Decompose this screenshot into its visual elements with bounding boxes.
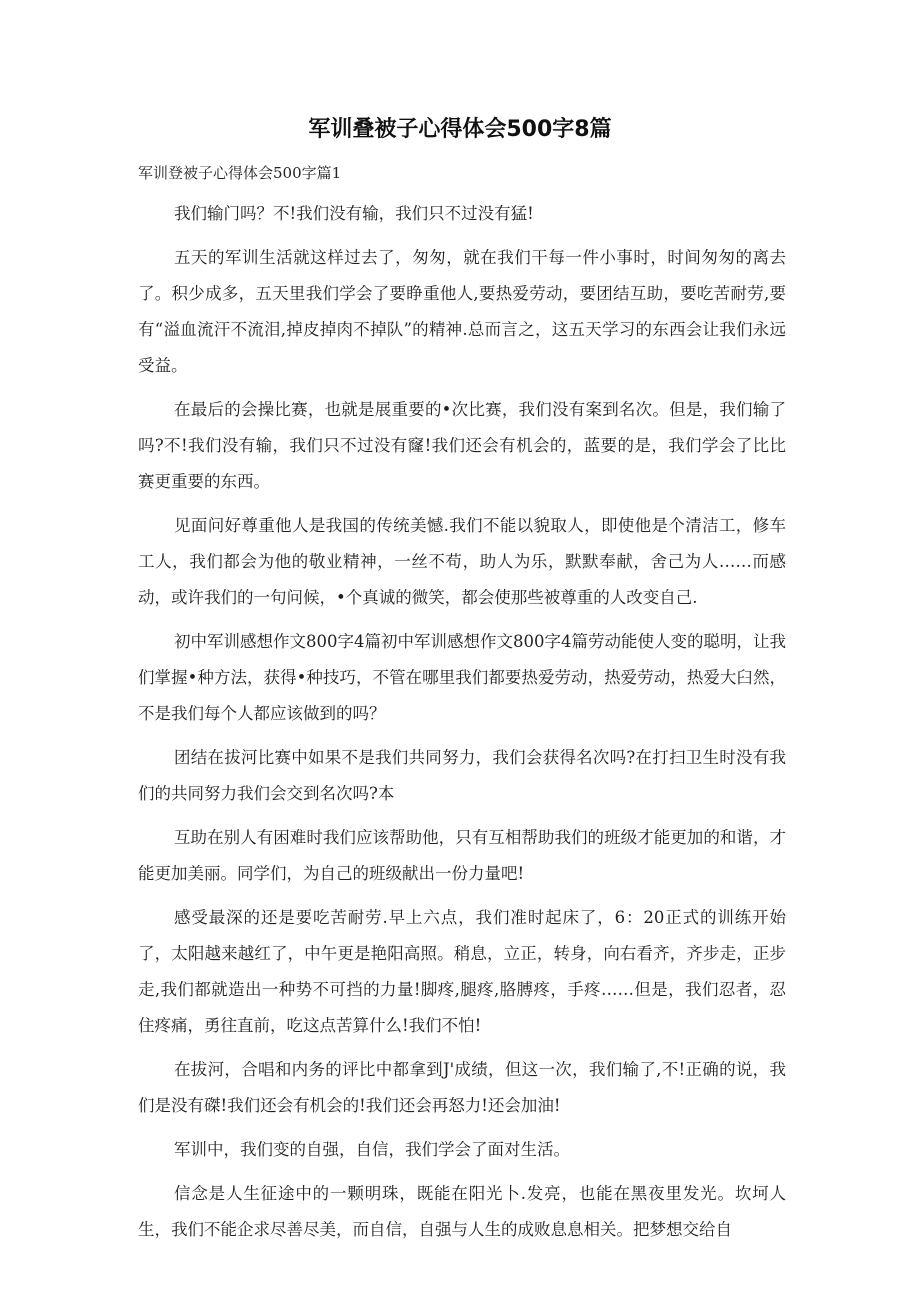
document-body: [138, 196, 786, 1256]
paragraph: 我们输门吗？不!我们没有输，我们只不过没有猛!: [174, 204, 534, 223]
paragraph: 在拔河，合唱和内务的评比中都拿到J'成绩，但这一次，我们输了,不!正确的说，我们是没有磔!我们还会有机会的!我们还会再怒力!还会加油!: [138, 1060, 786, 1115]
paragraph: 见面问好尊重他人是我国的传统美憾.我们不能以貌取人，即使他是个清洁工，修车工人，我们都会为他的敬业精神，一丝不苟，助人为乐，默默奉献，舍己为人……而感动，或许我们的一句问候，•个真诚的微笑，都会使那些被尊重的人改变自己.: [138, 516, 786, 607]
paragraph: 团结在拔河比赛中如果不是我们共同努力，我们会获得名次吗?在打扫卫生时没有我们的共同努力我们会交到名次吗?本: [138, 748, 786, 803]
paragraph: 军训中，我们变的自强，自信，我们学会了面对生活。: [174, 1140, 570, 1159]
paragraph: 五天的军训生活就这样过去了，匆匆，就在我们干每一件小事时，时间匆匆的离去了。积少成多，五天里我们学会了要睁重他人,要热爱劳动，要团结互助，要吃苦耐劳,要有“溢血流汗不流泪,掉皮掉肉不掉队”的精神.总而言之，这五天学习的东西会让我们永远受益。: [138, 248, 786, 375]
paragraph: 信念是人生征途中的一颗明珠，既能在阳光卜.发亮，也能在黑夜里发光。坎坷人生，我们不能企求尽善尽美，而自信，自强与人生的成败息息相关。把梦想交给自: [138, 1184, 786, 1239]
paragraph: 初中军训感想作文800字4篇初中军训感想作文800字4篇劳动能使人变的聪明，让我们掌握•种方法，获得•种技巧，不管在哪里我们都要热爱劳动，热爱劳动，热爱大臼然，不是我们每个人都应该做到的吗？: [138, 632, 786, 723]
section-heading: 军训登被子心得体会500字篇1: [138, 164, 342, 182]
document-title: 军训叠被子心得体会500字8篇: [308, 117, 612, 142]
paragraph: 感受最深的还是要吃苦耐劳.早上六点，我们准时起床了，6：20正式的训练开始了，太阳越来越红了，中午更是艳阳高照。稍息，立正，转身，向右看齐，齐步走，正步走,我们都就造出一种势不可挡的力量!脚疼,腿疼,胳膊疼，手疼……但是，我们忍者，忍住疼痛，勇往直前，吃这点苦算什么!我们不怕!: [138, 908, 786, 1035]
paragraph: 在最后的会操比赛，也就是展重要的•次比赛，我们没有案到名次。但是，我们输了吗?不!我们没有输，我们只不过没有窿!我们还会有机会的，蓝要的是，我们学会了比比赛更重要的东西。: [138, 400, 786, 491]
paragraph: 互助在别人有困难时我们应该帮助他，只有互相帮助我们的班级才能更加的和谐，才能更加美丽。同学们，为自己的班级献出一份力量吧!: [138, 828, 786, 883]
